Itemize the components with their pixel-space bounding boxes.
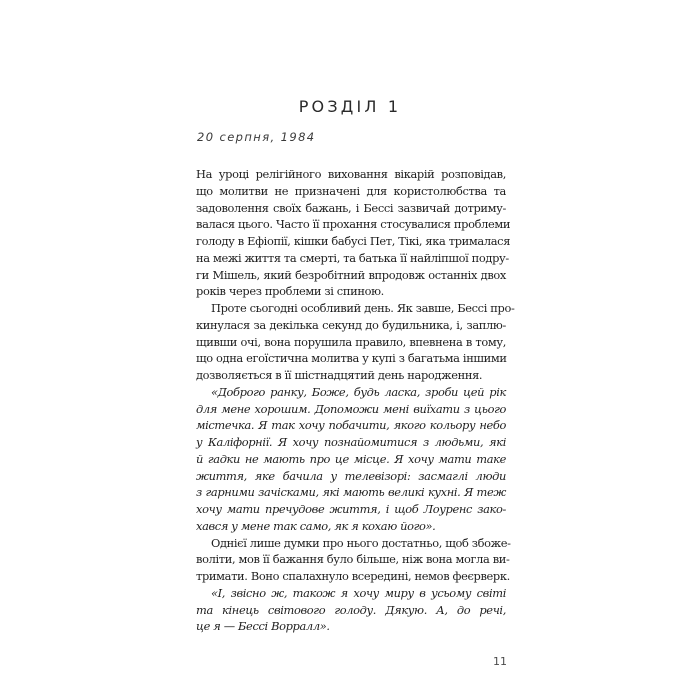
text-line: воліти, мов її бажання було більше, ніж вона могла ви- <box>196 552 510 567</box>
text-line: й гадки не мають про це місце. Я хочу мати таке <box>196 451 506 466</box>
text-line: хочу мати пречудове життя, і щоб Лоуренс зако- <box>196 502 506 516</box>
text-line: тримати. Воно спалахнуло всередині, немов феєрверк. <box>196 569 510 583</box>
text-line: містечка. Я так хочу побачити, якого кольору небо <box>196 418 506 433</box>
text-line: голоду в Ефіопії, кішки бабусі Пет, Тікі, яка трималася <box>196 234 511 248</box>
prayer-paragraph <box>196 384 506 535</box>
prayer-paragraph <box>196 585 506 635</box>
text-line: На уроці релігійного виховання вікарій розповідав, <box>196 167 506 181</box>
text-line: що одна егоїстична молитва у купі з багатьма іншими <box>196 351 507 366</box>
text-line: Однієї лише думки про нього достатньо, щоб збоже- <box>211 535 511 550</box>
text-line: це я — Бессі Ворралл». <box>196 619 330 634</box>
text-line: ги Мішель, який безробітний впродовж останніх двох <box>196 267 506 282</box>
text-line: у Каліфорнії. Я хочу познайомитися з людьми, які <box>196 435 506 449</box>
paragraph <box>196 535 511 585</box>
text-line: дозволяється в її шістнадцятий день народження. <box>196 368 483 382</box>
text-line: на межі життя та смерті, та батька її найліпшої подру- <box>196 250 509 265</box>
text-line: кинулася за декілька секунд до будильника, і, заплю- <box>196 317 506 332</box>
paragraph <box>196 166 511 300</box>
text-line: щивши очі, вона порушила правило, впевнена в тому, <box>196 334 506 349</box>
chapter-body <box>196 166 515 635</box>
page-number: 11 <box>493 655 507 668</box>
chapter-title: РОЗДІЛ 1 <box>298 97 402 116</box>
text-line: життя, яке бачила у телевізорі: засмаглі люди <box>196 468 506 483</box>
text-line: задоволення своїх бажань, і Бессі зазвичай дотриму- <box>196 200 506 215</box>
text-line: Проте сьогодні особливий день. Як завше, Бессі про- <box>211 301 515 315</box>
text-line: що молитви не призначені для користолюбства та <box>196 183 506 198</box>
text-line: років через проблеми зі спиною. <box>196 284 384 299</box>
text-line: для мене хорошим. Допоможи мені виїхати з цього <box>196 401 506 416</box>
text-line: «Доброго ранку, Боже, будь ласка, зроби цей рік <box>211 384 506 399</box>
chapter-date: 20 серпня, 1984 <box>197 130 316 144</box>
text-line: з гарними зачісками, які мають великі кухні. Я теж <box>196 485 506 500</box>
text-line: валася цього. Часто її прохання стосувалися проблеми <box>196 217 511 232</box>
text-line: «І, звісно ж, також я хочу миру в усьому світі <box>211 585 506 600</box>
text-line: хався у мене так само, як я кохаю його». <box>196 518 436 533</box>
text-line: та кінець світового голоду. Дякую. А, до речі, <box>196 602 506 617</box>
paragraph <box>196 300 515 384</box>
